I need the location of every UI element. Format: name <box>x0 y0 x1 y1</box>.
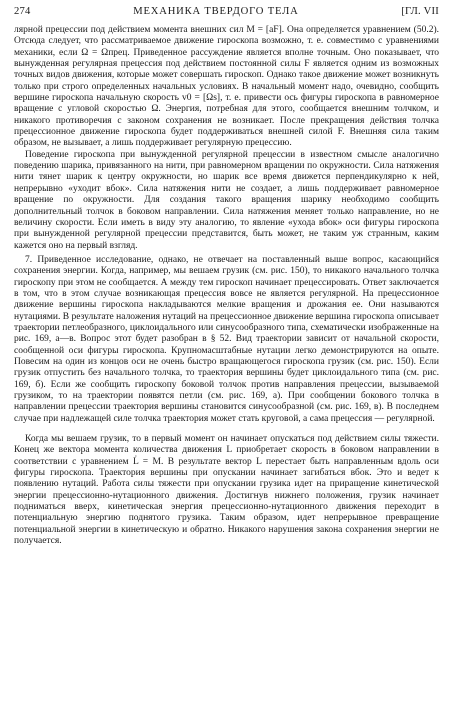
paragraph: лярной прецессии под действием момента внешних сил M = [aF]. Она определяется уравнением (50.2). Отсюда следует, что рассматриваемое движение гироскопа возможно, т. е. совместимо с уравнениями механики, если Ω = Ωпрец. Приведенное рассуждение является вполне точным. Оно показывает, что вынужденная регулярная прецессия под действием постоянной силы F является одним из возможных точных видов движения, которые может совершать гироскоп. Однако такое движение может возникнуть только при строго определенных начальных условиях. В начальный момент надо, очевидно, сообщить вершине гироскопа начальную скорость v0 = [Ωs], т. е. привести ось фигуры гироскопа в равномерное вращение с угловой скоростью Ω. Энергия, потребная для этого, сообщается внешним толчком, и никакого противоречия с законом сохранения не возникает. После прекращения действия толчка прецессионное движение гироскопа будет поддерживаться внешней силой F. Внешняя сила таким образом, не вызывает, а лишь поддерживает регулярную прецессию. <box>14 25 439 149</box>
paragraph: Когда мы вешаем грузик, то в первый момент он начинает опускаться под действием силы тяжести. Конец же вектора момента количества движения L приобретает скорость в боковом направлении в соответствии с уравнением L̇ = M. В результате вектор L перестает быть направленным вдоль оси фигуры гироскопа. Траектория вершины при опускании начинает загибаться вбок. Это и ведет к появлению нутаций. Работа силы тяжести при опускании грузика идет на приращение кинетической энергии прецессионно-нутационного движения. Достигнув нижнего положения, грузик начинает подниматься вверх, кинетическая энергия прецессионно-нутационного движения переходит в потенциальную энергию поднятого грузика. Таким образом, идет непрерывное превращение потенциальной энергии в кинетическую и обратно. Никакого нарушения закона сохранения энергии не получается. <box>14 434 439 547</box>
page-header <box>14 6 439 20</box>
page-number: 274 <box>14 6 31 17</box>
running-title: МЕХАНИКА ТВЕРДОГО ТЕЛА <box>133 6 299 17</box>
page-body <box>14 25 439 547</box>
paragraph: Поведение гироскопа при вынужденной регулярной прецессии в известном смысле аналогично поведению шарика, привязанного на нити, при равномерном вращении по окружности. Сила натяжения нити тянет шарик к центру окружности, но шарик все время движется перпендикулярно к ней, непрерывно «уходит вбок». Сила натяжения нити не создает, а лишь поддерживает равномерное вращение по окружности. Для создания такого вращения шарику необходимо сообщить дополнительный толчок в боковом направлении. Сила натяжения меняет только направление, но не величину скорости. Если иметь в виду эту аналогию, то явление «ухода вбок» оси фигуры гироскопа при вынужденной регулярной прецессии представится, быть может, не таким уж странным, каким кажется оно на первый взгляд. <box>14 149 439 251</box>
paragraph: 7. Приведенное исследование, однако, не отвечает на поставленный выше вопрос, касающийся сохранения энергии. Когда, например, мы вешаем грузик (см. рис. 150), то никакого начального толчка гироскопу при этом не сообщается. А между тем гироскоп начинает прецессировать. Ответ заключается в том, что в этом случае возникающая прецессия вовсе не является регулярной. На прецессионное движение вершины гироскопа накладываются мелкие вращения и дрожания ее. Они называются нутациями. В результате наложения нутаций на прецессионное движение вершина гироскопа описывает траектории петлеобразного, циклоидального или синусообразного типа, схематически изображенные на рис. 169, а—в. Вопрос этот будет разобран в § 52. Вид траектории зависит от начальной скорости, сообщенной оси фигуры гироскопа. Крупномасштабные нутации легко демонстрируются на опыте. Повесим на один из концов оси не очень быстро вращающегося гироскопа грузик (см. рис. 150). Если грузик отпустить без начального толчка, то траектория вершины будет циклоидального типа (см. рис. 169, б). Если же сообщить гироскопу боковой толчок против направления прецессии, вызываемой грузиком, то на траектории появятся петли (см. рис. 169, а). При сообщении бокового толчка в направлении прецессии траектория вершины становится синусообразной (см. рис. 169, в). В последнем случае при надлежащей силе толчка траектория может стать круговой, а сама прецессия — регулярной. <box>14 254 439 424</box>
chapter-label: [ГЛ. VII <box>401 6 439 17</box>
